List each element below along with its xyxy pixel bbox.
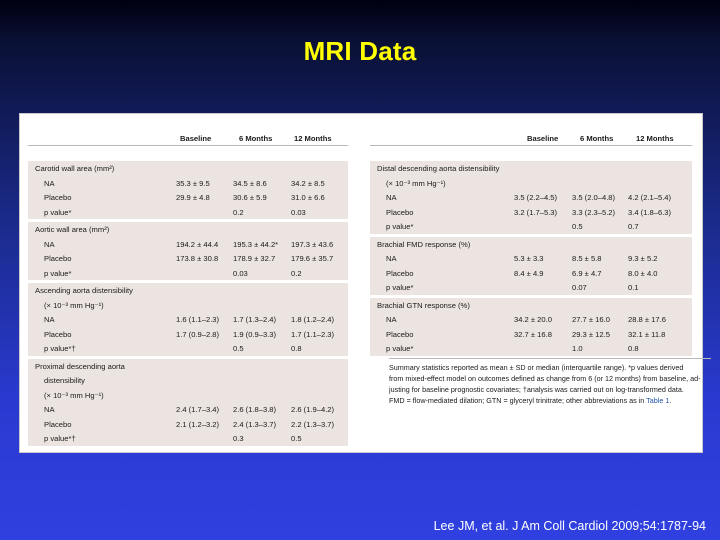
row-label: p value*	[386, 222, 414, 231]
group-title	[28, 373, 348, 388]
row-label: p value*	[386, 283, 414, 292]
cell-m6: 0.5	[572, 222, 583, 231]
footnote-period: .	[669, 396, 672, 405]
table-row	[370, 341, 692, 356]
group-unit-text: (× 10⁻³ mm Hg⁻¹)	[44, 300, 104, 310]
group-title-text: distensibility	[44, 376, 85, 385]
table-row	[28, 251, 348, 266]
cell-m12: 197.3 ± 43.6	[291, 239, 334, 249]
cell-m12: 3.4 (1.8–6.3)	[628, 207, 672, 217]
footnote-line: Summary statistics reported as mean ± SD or median (interquartile range). *p values derived	[389, 363, 684, 372]
cell-baseline: 173.8 ± 30.8	[176, 254, 219, 263]
cell-m6: 0.3	[233, 434, 244, 443]
group-title	[28, 222, 348, 237]
table-group	[28, 359, 348, 446]
cell-m12: 32.1 ± 11.8	[628, 329, 666, 339]
cell-m12: 1.7 (1.1–2.3)	[291, 329, 335, 339]
row-label: Placebo	[44, 329, 72, 339]
right-table-header	[370, 131, 692, 146]
header-baseline: Baseline	[180, 134, 212, 143]
group-unit-text: (× 10⁻³ mm Hg⁻¹)	[386, 178, 446, 188]
group-title-text: Aortic wall area (mm²)	[35, 225, 110, 234]
group-title	[370, 237, 692, 252]
table-row	[370, 251, 692, 266]
group-title	[370, 298, 692, 313]
table-row	[28, 205, 348, 220]
table-group	[370, 298, 692, 356]
row-label: Placebo	[386, 329, 414, 339]
footnote-line	[389, 395, 711, 406]
header-6-months: 6 Months	[239, 134, 273, 143]
cell-m12: 0.03	[291, 207, 306, 217]
group-unit	[370, 176, 692, 191]
table-group	[28, 161, 348, 219]
cell-m12: 2.2 (1.3–3.7)	[291, 419, 335, 429]
table-row	[28, 176, 348, 191]
cell-m6: 6.9 ± 4.7	[572, 268, 602, 278]
cell-m6: 1.7 (1.3–2.4)	[233, 315, 277, 324]
row-label: Placebo	[386, 268, 414, 278]
cell-m12: 0.2	[291, 268, 302, 278]
row-label: Placebo	[44, 193, 72, 202]
cell-baseline: 3.5 (2.2–4.5)	[514, 193, 558, 202]
table-row	[28, 431, 348, 446]
group-title	[370, 161, 692, 176]
table-row	[370, 327, 692, 342]
row-label: NA	[386, 254, 397, 263]
table-row	[28, 266, 348, 281]
table-row	[28, 327, 348, 342]
table-figure	[19, 113, 703, 453]
group-title	[28, 359, 348, 374]
row-label: NA	[386, 193, 397, 202]
cell-m6: 29.3 ± 12.5	[572, 329, 610, 339]
cell-m6: 1.0	[572, 344, 583, 353]
row-label: p value*†	[44, 434, 76, 443]
left-table-header	[28, 131, 348, 146]
cell-m12: 0.7	[628, 222, 639, 231]
cell-baseline: 5.3 ± 3.3	[514, 254, 544, 263]
cell-m12: 28.8 ± 17.6	[628, 315, 666, 324]
group-title-text: Brachial GTN response (%)	[377, 300, 470, 310]
table-row	[370, 205, 692, 220]
cell-m6: 0.03	[233, 268, 248, 278]
group-unit	[28, 298, 348, 313]
cell-m6: 3.3 (2.3–5.2)	[572, 207, 616, 217]
cell-m12: 179.6 ± 35.7	[291, 254, 334, 263]
cell-m6: 178.9 ± 32.7	[233, 254, 276, 263]
cell-m12: 0.1	[628, 283, 639, 292]
row-label: p value*	[386, 344, 414, 353]
table-group	[28, 283, 348, 356]
cell-m6: 1.9 (0.9–3.3)	[233, 329, 277, 339]
cell-baseline: 8.4 ± 4.9	[514, 268, 544, 278]
row-label: p value*	[44, 268, 72, 278]
header-12-months: 12 Months	[294, 134, 332, 143]
cell-m6: 195.3 ± 44.2*	[233, 239, 279, 249]
row-label: NA	[44, 315, 55, 324]
cell-m12: 0.8	[628, 344, 639, 353]
table-row	[28, 402, 348, 417]
group-unit	[28, 388, 348, 403]
cell-m12: 2.6 (1.9–4.2)	[291, 405, 335, 414]
cell-baseline: 1.7 (0.9–2.8)	[176, 329, 220, 339]
row-label: NA	[44, 405, 55, 414]
cell-m12: 34.2 ± 8.5	[291, 178, 325, 188]
cell-baseline: 2.4 (1.7–3.4)	[176, 405, 220, 414]
header-12-months: 12 Months	[636, 134, 674, 143]
right-table	[370, 114, 692, 354]
group-title	[28, 161, 348, 176]
table-row	[28, 237, 348, 252]
cell-m6: 30.6 ± 5.9	[233, 193, 267, 202]
slide-title: MRI Data	[303, 36, 417, 66]
cell-baseline: 32.7 ± 16.8	[514, 329, 552, 339]
footnote-abbrev: FMD = flow-mediated dilation; GTN = glyceryl trinitrate; other abbreviations as in	[389, 396, 645, 405]
header-baseline: Baseline	[527, 134, 559, 143]
table-row	[370, 312, 692, 327]
left-table	[28, 114, 348, 444]
group-title-text: Ascending aorta distensibility	[35, 286, 133, 295]
row-label: p value*†	[44, 344, 76, 353]
cell-baseline: 194.2 ± 44.4	[176, 239, 219, 249]
group-title-text: Brachial FMD response (%)	[377, 239, 471, 249]
cell-m6: 0.5	[233, 344, 244, 353]
group-title-text: Proximal descending aorta	[35, 361, 125, 371]
cell-baseline: 3.2 (1.7–5.3)	[514, 207, 558, 217]
cell-baseline: 29.9 ± 4.8	[176, 193, 210, 202]
cell-m6: 2.4 (1.3–3.7)	[233, 419, 277, 429]
cell-m6: 27.7 ± 16.0	[572, 315, 610, 324]
table-row	[28, 312, 348, 327]
cell-m6: 34.5 ± 8.6	[233, 178, 267, 188]
cell-baseline: 34.2 ± 20.0	[514, 315, 552, 324]
table-1-link[interactable]: Table 1	[646, 396, 670, 405]
group-title-text: Distal descending aorta distensibility	[377, 164, 500, 173]
row-label: Placebo	[44, 419, 72, 429]
cell-m6: 0.2	[233, 207, 244, 217]
cell-baseline: 2.1 (1.2–3.2)	[176, 419, 220, 429]
table-row	[370, 280, 692, 295]
cell-m12: 31.0 ± 6.6	[291, 193, 325, 202]
table-row	[370, 190, 692, 205]
row-label: Placebo	[386, 207, 414, 217]
row-label: Placebo	[44, 254, 72, 263]
table-row	[28, 190, 348, 205]
table-row	[28, 417, 348, 432]
row-label: p value*	[44, 207, 72, 217]
citation: Lee JM, et al. J Am Coll Cardiol 2009;54:1787-94	[433, 519, 706, 533]
table-row	[370, 266, 692, 281]
cell-m6: 2.6 (1.8–3.8)	[233, 405, 277, 414]
table-group	[28, 222, 348, 280]
cell-m6: 3.5 (2.0–4.8)	[572, 193, 616, 202]
group-title-text: Carotid wall area (mm²)	[35, 164, 115, 173]
header-6-months: 6 Months	[580, 134, 614, 143]
cell-m12: 9.3 ± 5.2	[628, 254, 658, 263]
footnote-line: justing for baseline prognostic covariates; †analysis was carried out on log-transformed data.	[389, 385, 684, 394]
cell-m12: 1.8 (1.2–2.4)	[291, 315, 335, 324]
cell-m6: 0.07	[572, 283, 587, 292]
row-label: NA	[386, 315, 397, 324]
cell-baseline: 35.3 ± 9.5	[176, 178, 210, 188]
cell-m6: 8.5 ± 5.8	[572, 254, 602, 263]
table-row	[370, 219, 692, 234]
table-row	[28, 341, 348, 356]
cell-m12: 0.8	[291, 344, 302, 353]
cell-baseline: 1.6 (1.1–2.3)	[176, 315, 220, 324]
cell-m12: 8.0 ± 4.0	[628, 268, 658, 278]
table-group	[370, 237, 692, 295]
row-label: NA	[44, 239, 55, 249]
table-group	[370, 161, 692, 234]
cell-m12: 0.5	[291, 434, 302, 443]
table-footnote	[389, 358, 711, 406]
footnote-line: from mixed-effect model on outcomes defined as change from 6 (or 12 months) from baseline, ad-	[389, 374, 701, 383]
group-unit-text: (× 10⁻³ mm Hg⁻¹)	[44, 390, 104, 400]
cell-m12: 4.2 (2.1–5.4)	[628, 193, 672, 202]
row-label: NA	[44, 178, 55, 188]
group-title	[28, 283, 348, 298]
